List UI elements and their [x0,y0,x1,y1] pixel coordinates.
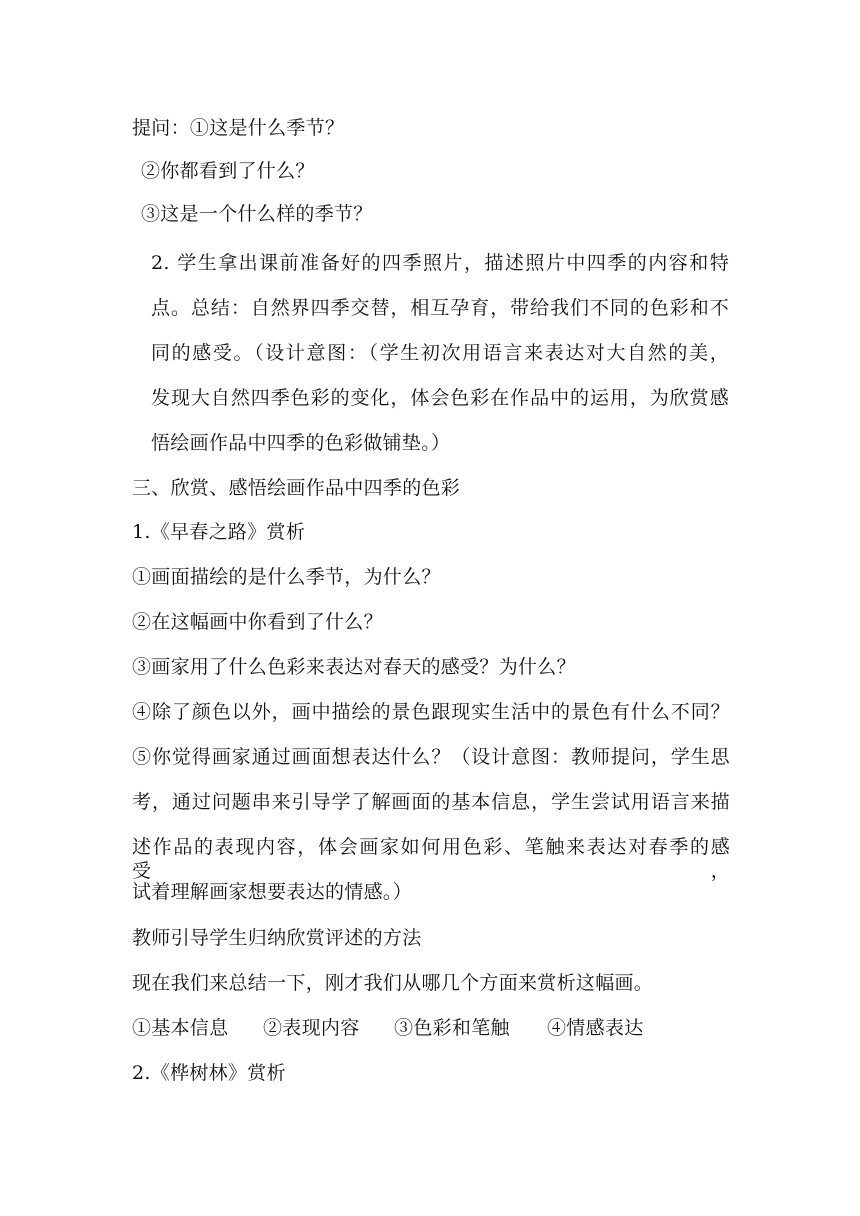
analysis-q1: ①画面描绘的是什么季节，为什么？ [132,566,441,588]
summary-sentence: 现在我们来总结一下，刚才我们从哪几个方面来赏析这幅画。 [132,972,654,994]
section-heading: 三、欣赏、感悟绘画作品中四季的色彩 [132,477,461,499]
paragraph-2-line-1: 2. 学生拿出课前准备好的四季照片，描述照片中四季的内容和特 [151,252,729,274]
question-intro: 提问：①这是什么季节？ [132,117,345,139]
subheading-2: 2.《桦树林》赏析 [132,1062,286,1084]
method-item-1: ①基本信息 [132,1017,229,1039]
analysis-q5-line-4: 试着理解画家想要表达的情感。） [132,881,413,903]
paragraph-2-line-3: 同的感受。（设计意图：（学生初次用语言来表达对大自然的美， [151,342,729,364]
analysis-q5-line-2: 考，通过问题串来引导学了解画面的基本信息，学生尝试用语言来描 [132,791,730,813]
analysis-q5-line-1: ⑤你觉得画家通过画面想表达什么？（设计意图：教师提问，学生思 [132,746,730,768]
analysis-q2: ②在这幅画中你看到了什么？ [132,611,383,633]
paragraph-2-line-4: 发现大自然四季色彩的变化，体会色彩在作品中的运用，为欣赏感 [151,387,729,409]
method-list [132,1016,644,1040]
teacher-guidance: 教师引导学生归纳欣赏评述的方法 [132,927,422,949]
question-3: ③这是一个什么样的季节？ [141,203,373,225]
method-item-3: ③色彩和笔触 [394,1017,510,1039]
paragraph-2-line-2: 点。总结：自然界四季交替，相互孕育，带给我们不同的色彩和不 [151,297,729,319]
method-item-4: ④情感表达 [547,1017,644,1039]
subheading-1: 1.《早春之路》赏析 [132,521,306,543]
question-2: ②你都看到了什么？ [141,160,315,182]
analysis-q3: ③画家用了什么色彩来表达对春天的感受？为什么？ [132,656,576,678]
analysis-q5-line-3: 述作品的表现内容，体会画家如何用色彩、笔触来表达对春季的感受， [132,836,730,882]
paragraph-2-line-5: 悟绘画作品中四季的色彩做铺垫。） [151,432,451,454]
method-item-2: ②表现内容 [263,1017,360,1039]
analysis-q4: ④除了颜色以外，画中描绘的景色跟现实生活中的景色有什么不同？ [132,701,730,723]
